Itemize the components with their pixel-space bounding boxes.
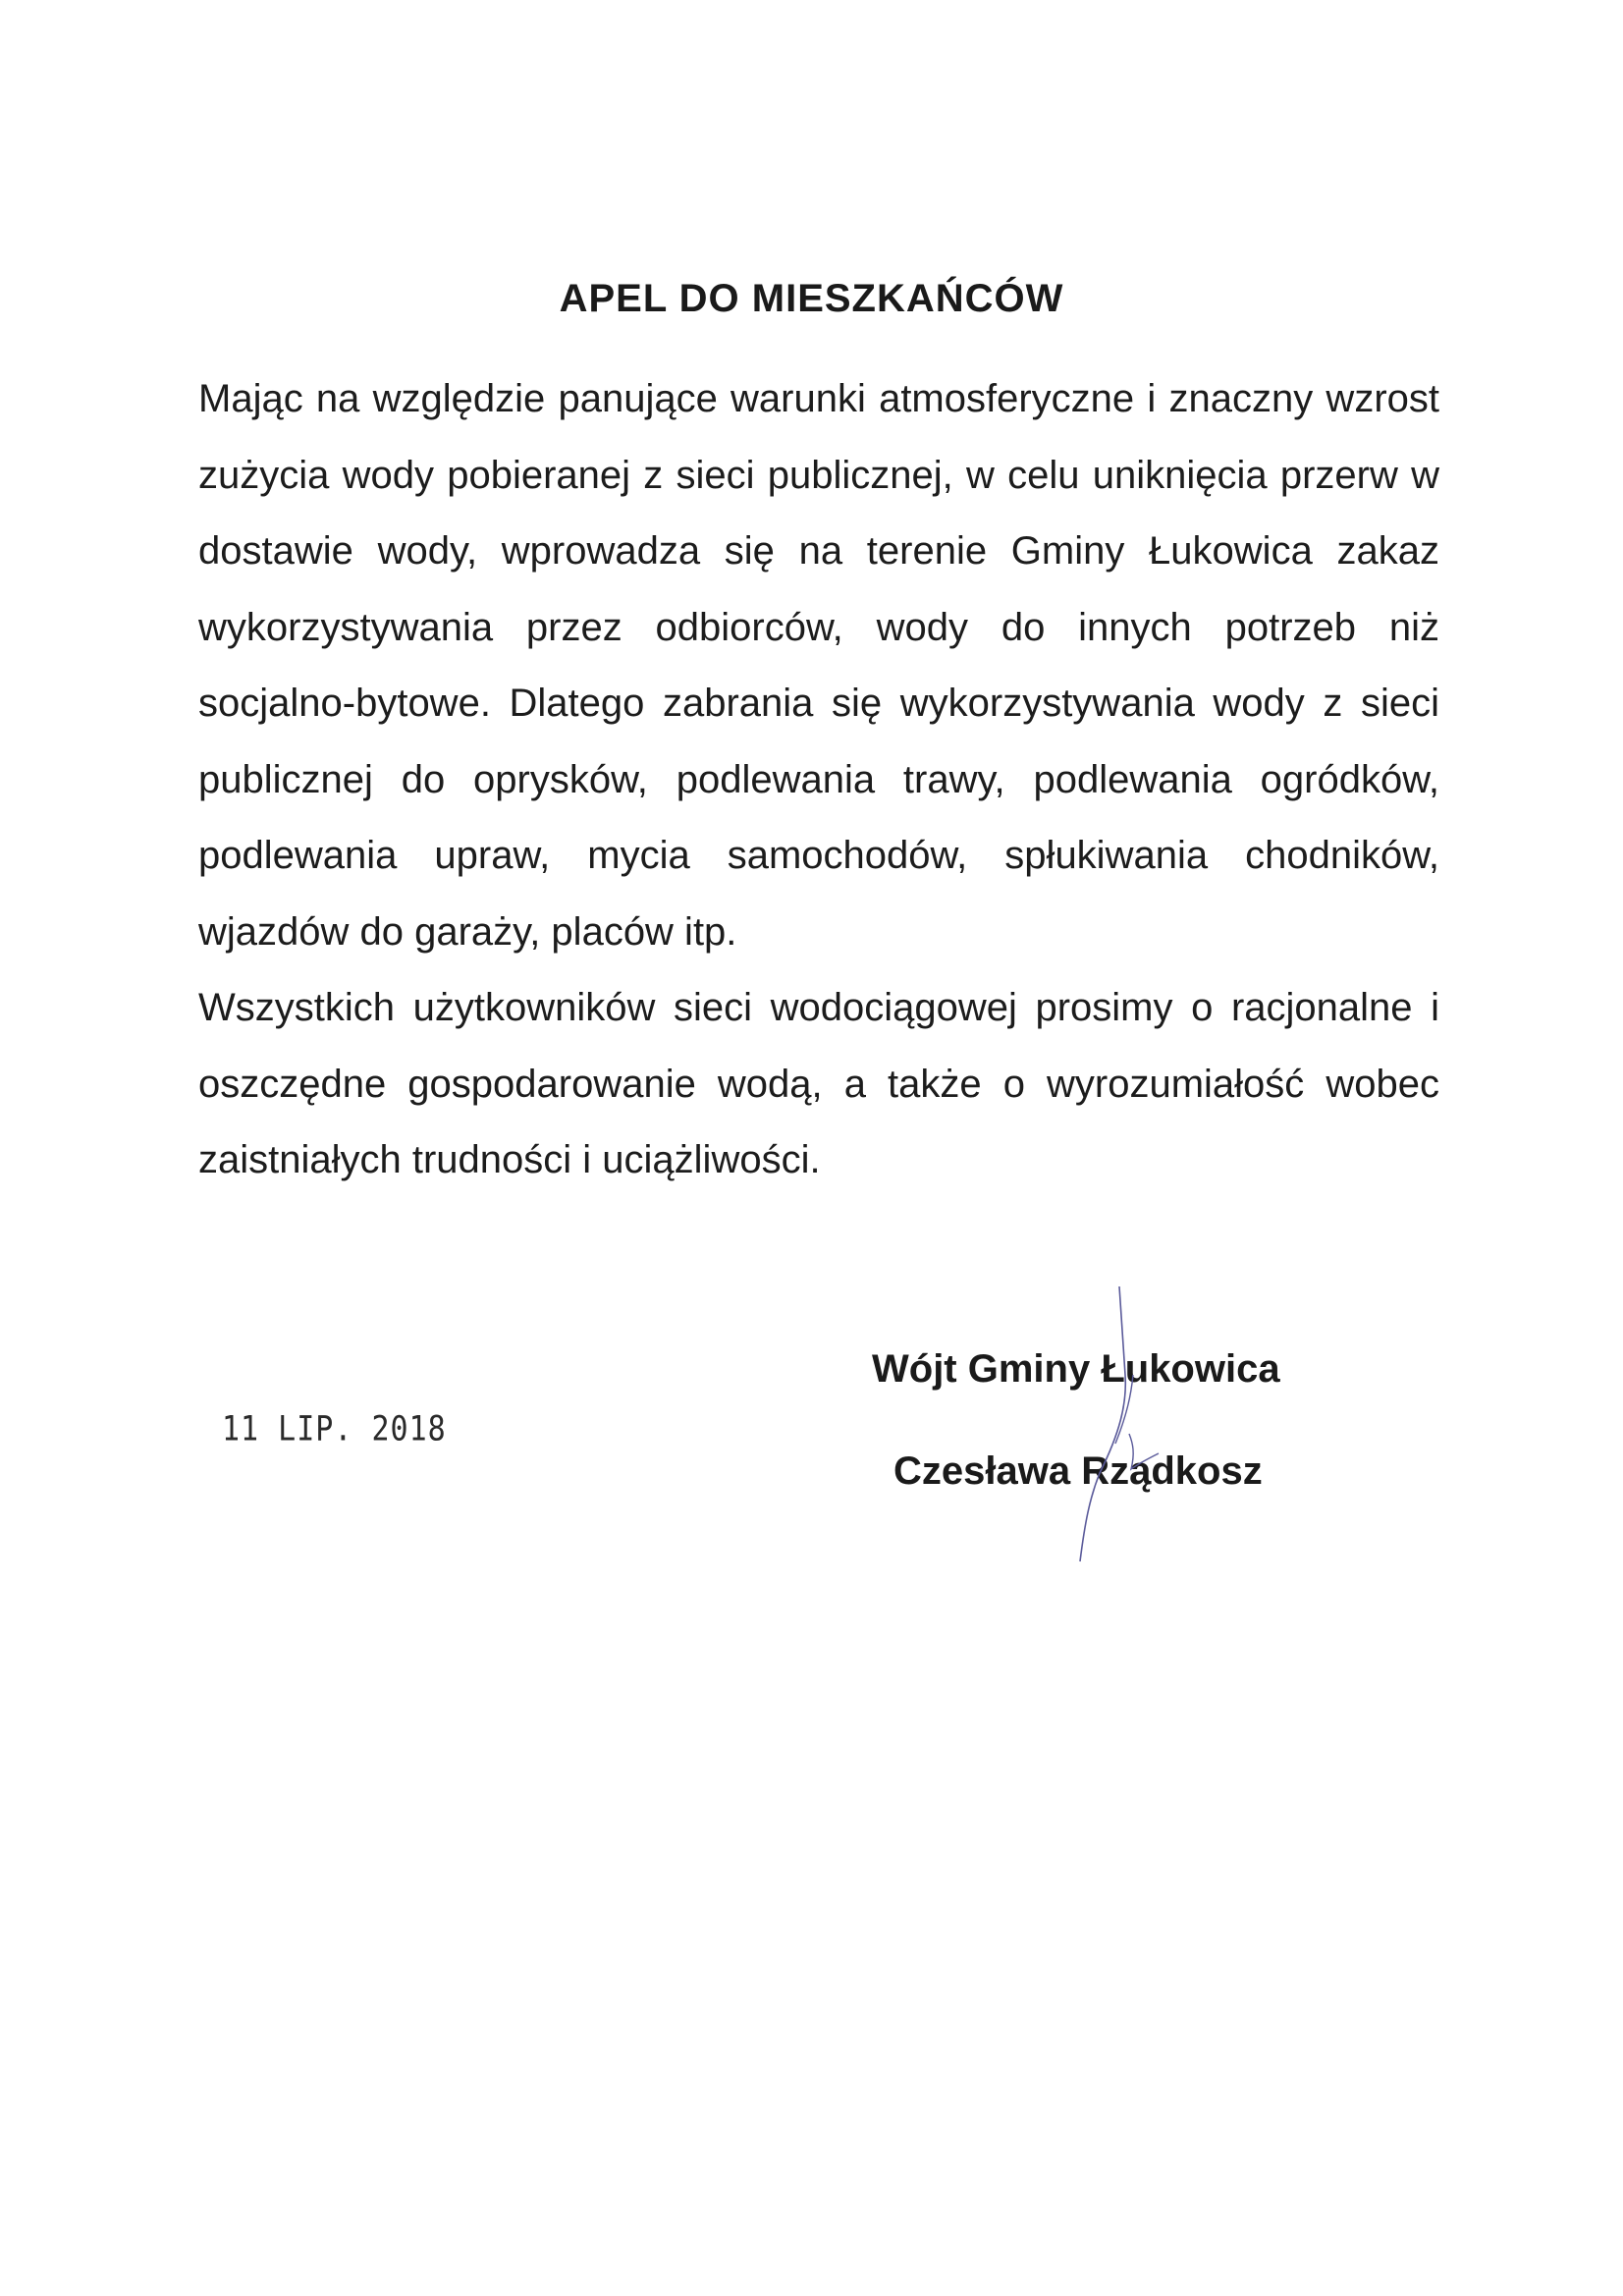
paragraph-restriction: Mając na względzie panujące warunki atmosferyczne i znaczny wzrost zużycia wody pobieranej z sieci publicznej, w celu uniknięcia przerw w dostawie wody, wprowadza się na terenie Gminy Łukowica zakaz wykorzystywania przez odbiorców, wody do innych potrzeb niż socjalno-bytowe. Dlatego zabrania się wykorzystywania wody z sieci publicznej do oprysków, podlewania trawy, podlewania ogródków, podlewania upraw, mycia samochodów, spłukiwania chodników, wjazdów do garaży, placów itp.	[198, 377, 1439, 954]
document-body	[198, 361, 1439, 1199]
document-title: APEL DO MIESZKAŃCÓW	[559, 277, 1064, 320]
date-stamp: 11 LIP. 2018	[222, 1409, 447, 1449]
paragraph-request: Wszystkich użytkowników sieci wodociągowej prosimy o racjonalne i oszczędne gospodarowanie wodą, a także o wyrozumiałość wobec zaistniałych trudności i uciążliwości.	[198, 986, 1439, 1181]
handwritten-signature-icon	[1060, 1277, 1198, 1571]
signatory-name: Czesława Rządkosz	[893, 1449, 1263, 1493]
signatory-title: Wójt Gminy Łukowica	[872, 1347, 1280, 1391]
